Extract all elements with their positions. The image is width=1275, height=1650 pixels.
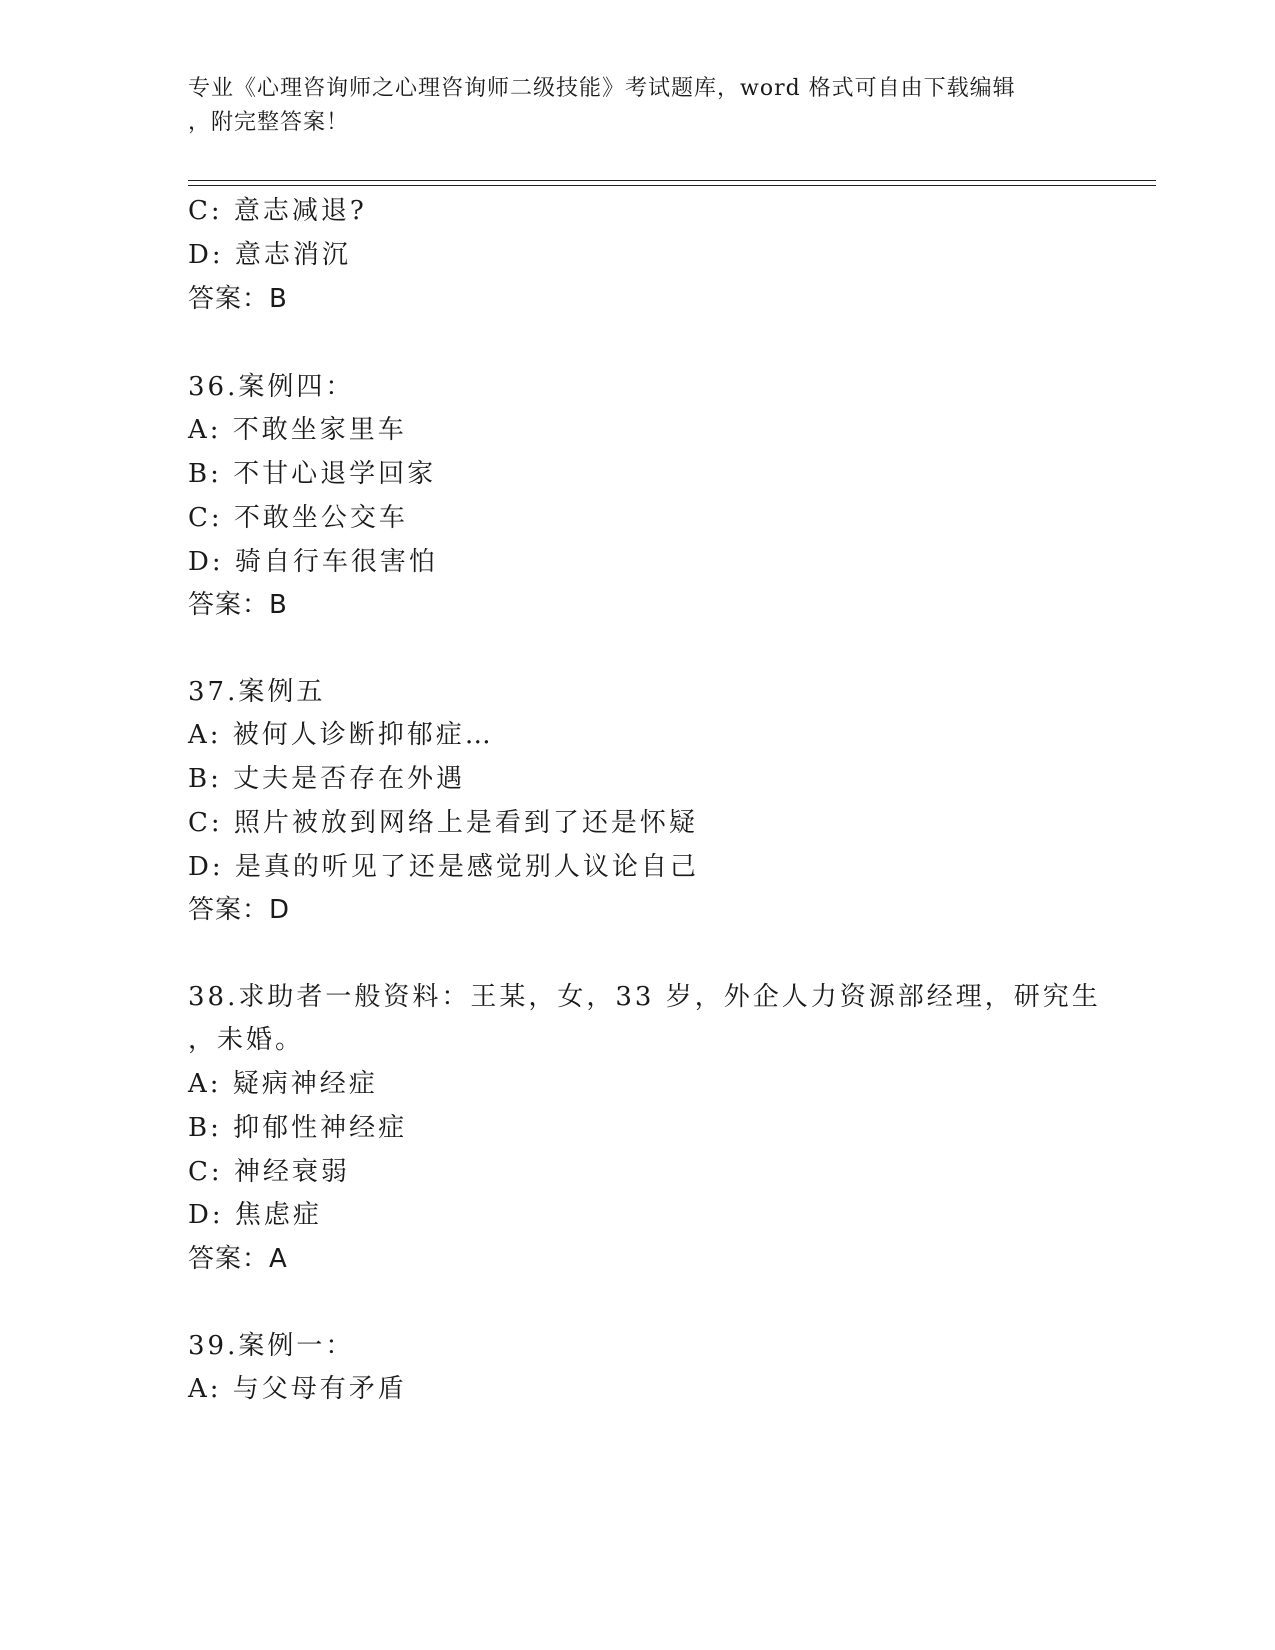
question-36-option-d: D: 骑自行车很害怕 (188, 547, 438, 577)
header-divider-top (188, 180, 1156, 181)
question-36-option-c: C: 不敢坐公交车 (188, 503, 408, 533)
question-38-answer: 答案：A (188, 1244, 288, 1274)
document-header (188, 72, 1068, 140)
question-39-stem: 39.案例一： (188, 1331, 355, 1361)
header-line-2: ，附完整答案！ (188, 110, 350, 135)
question-37-option-b: B: 丈夫是否存在外遇 (188, 764, 466, 794)
option-c: C: 意志减退? (188, 196, 367, 226)
question-37-option-d: D: 是真的听见了还是感觉别人议论自己 (188, 852, 699, 882)
header-divider-bottom (188, 185, 1156, 186)
header-line-1: 专业《心理咨询师之心理咨询师二级技能》考试题库，word 格式可自由下载编辑 (188, 76, 1016, 101)
question-37-option-a: A: 被何人诊断抑郁症… (188, 720, 494, 750)
question-39-option-a: A: 与父母有矛盾 (188, 1374, 407, 1404)
question-38-option-b: B: 抑郁性神经症 (188, 1113, 408, 1143)
question-38-stem-line-1: 38.求助者一般资料：王某，女，33 岁，外企人力资源部经理，研究生 (188, 982, 1101, 1012)
question-37-option-c: C: 照片被放到网络上是看到了还是怀疑 (188, 808, 698, 838)
question-36-stem: 36.案例四： (188, 372, 355, 402)
question-37-answer: 答案：D (188, 895, 291, 925)
option-d: D: 意志消沉 (188, 240, 351, 270)
question-38-option-a: A: 疑病神经症 (188, 1069, 378, 1099)
question-37-stem: 37.案例五 (188, 677, 326, 707)
question-38-option-d: D: 焦虑症 (188, 1200, 322, 1230)
question-38-option-c: C: 神经衰弱 (188, 1157, 350, 1187)
answer: 答案：B (188, 284, 288, 314)
question-38-stem-line-2: ，未婚。 (188, 1025, 305, 1055)
question-36-option-b: B: 不甘心退学回家 (188, 459, 437, 489)
question-36-option-a: A: 不敢坐家里车 (188, 415, 407, 445)
question-36-answer: 答案：B (188, 590, 288, 620)
